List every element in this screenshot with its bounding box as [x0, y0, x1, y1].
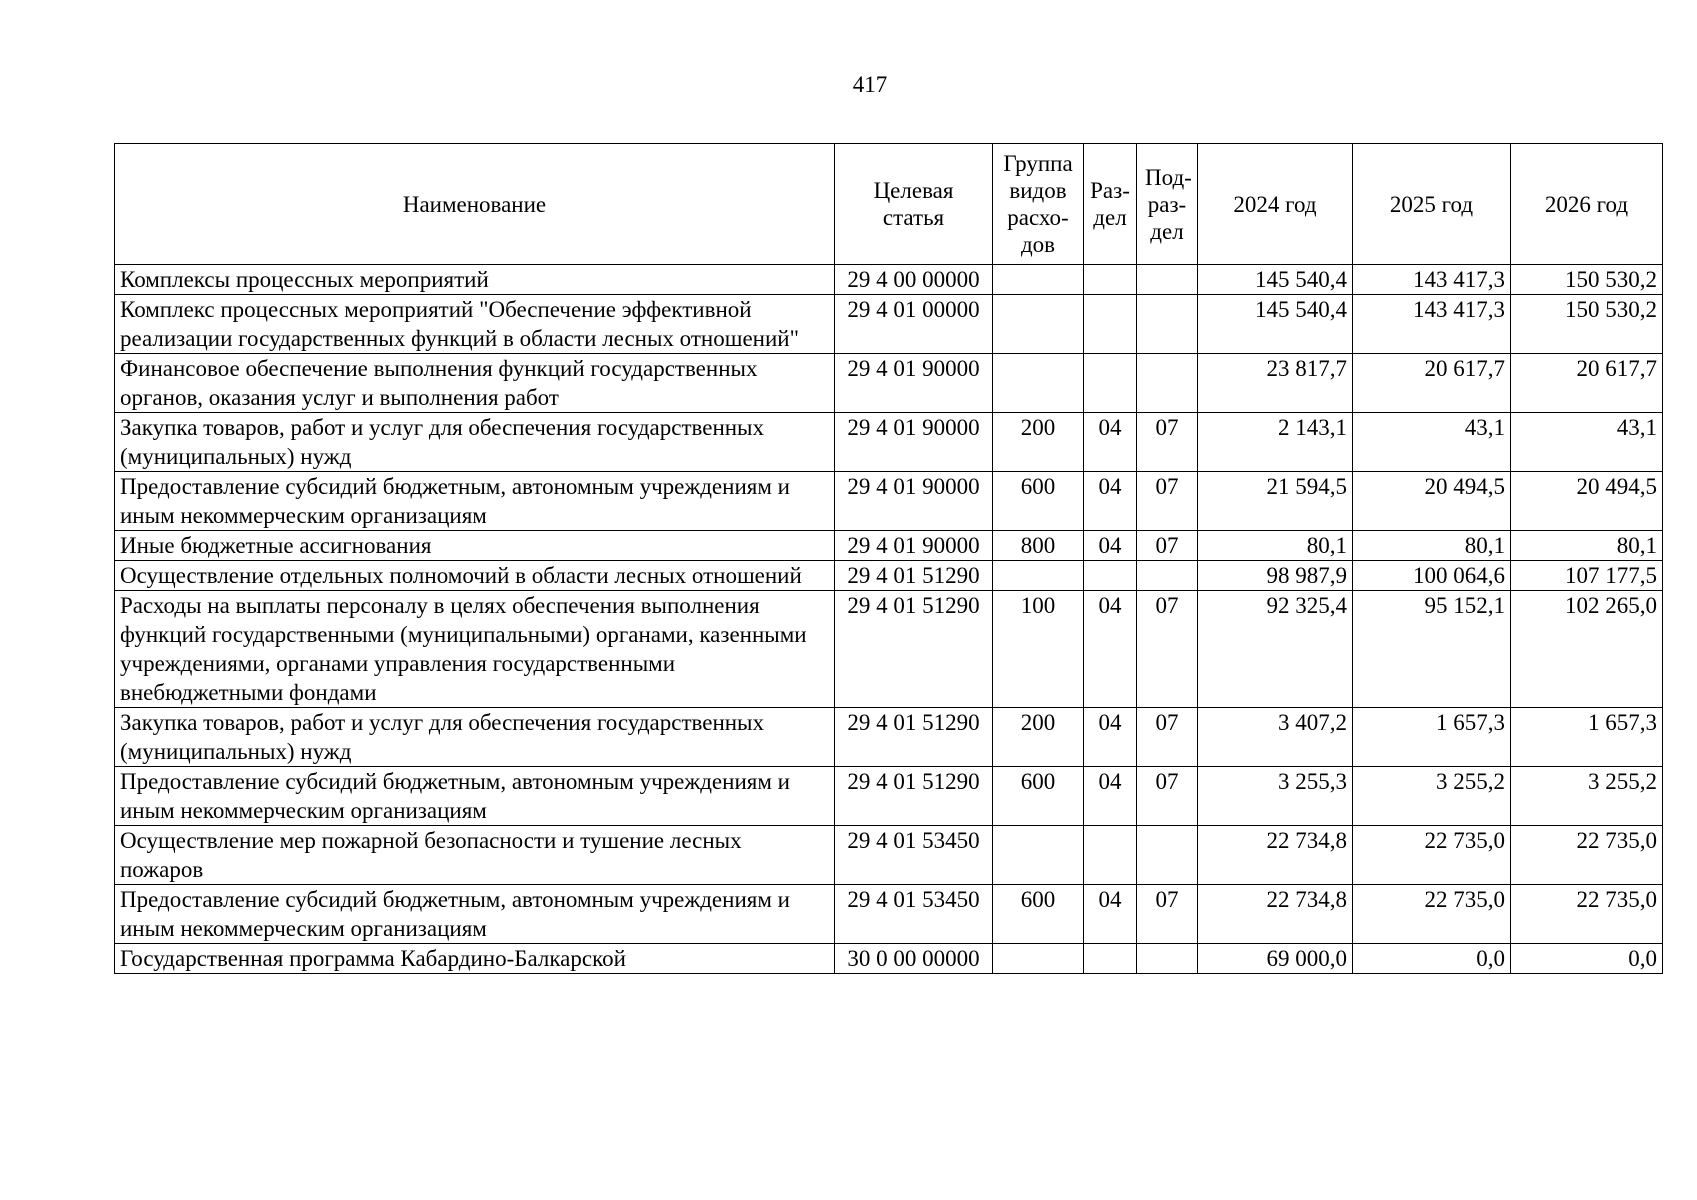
table-row: [115, 472, 1663, 531]
table-row: [115, 767, 1663, 826]
cell-subsection: [1137, 295, 1198, 354]
cell-2025: 0,0: [1353, 944, 1511, 974]
cell-section: 04: [1084, 472, 1137, 531]
cell-subsection: [1137, 826, 1198, 885]
table-row: [115, 265, 1663, 295]
cell-target-article: 29 4 01 51290: [835, 561, 993, 591]
table-row: [115, 531, 1663, 561]
cell-expense-group: [993, 944, 1084, 974]
cell-name: Государственная программа Кабардино-Балкарской: [115, 944, 835, 974]
cell-2024: 3 255,3: [1198, 767, 1353, 826]
cell-name: Комплексы процессных мероприятий: [115, 265, 835, 295]
cell-2025: 22 735,0: [1353, 885, 1511, 944]
cell-section: [1084, 265, 1137, 295]
cell-name: Предоставление субсидий бюджетным, автономным учреждениям и иным некоммерческим организациям: [115, 472, 835, 531]
cell-section: 04: [1084, 531, 1137, 561]
cell-target-article: 29 4 00 00000: [835, 265, 993, 295]
cell-section: 04: [1084, 591, 1137, 708]
cell-2024: 22 734,8: [1198, 826, 1353, 885]
cell-name: Иные бюджетные ассигнования: [115, 531, 835, 561]
table-row: [115, 561, 1663, 591]
cell-2026: 22 735,0: [1511, 826, 1663, 885]
cell-2024: 80,1: [1198, 531, 1353, 561]
cell-section: [1084, 295, 1137, 354]
cell-target-article: 29 4 01 53450: [835, 885, 993, 944]
cell-target-article: 30 0 00 00000: [835, 944, 993, 974]
cell-2024: 98 987,9: [1198, 561, 1353, 591]
header-2026: 2026 год: [1511, 144, 1663, 265]
cell-subsection: [1137, 944, 1198, 974]
cell-2024: 21 594,5: [1198, 472, 1353, 531]
cell-target-article: 29 4 01 90000: [835, 413, 993, 472]
cell-subsection: [1137, 561, 1198, 591]
cell-name: Предоставление субсидий бюджетным, автономным учреждениям и иным некоммерческим организациям: [115, 767, 835, 826]
table-row: [115, 354, 1663, 413]
cell-2026: 150 530,2: [1511, 295, 1663, 354]
cell-expense-group: 200: [993, 708, 1084, 767]
cell-2026: 150 530,2: [1511, 265, 1663, 295]
cell-expense-group: 600: [993, 472, 1084, 531]
cell-2024: 22 734,8: [1198, 885, 1353, 944]
cell-2026: 80,1: [1511, 531, 1663, 561]
cell-name: Закупка товаров, работ и услуг для обеспечения государственных (муниципальных) нужд: [115, 708, 835, 767]
cell-subsection: 07: [1137, 472, 1198, 531]
cell-2024: 3 407,2: [1198, 708, 1353, 767]
cell-2025: 80,1: [1353, 531, 1511, 561]
cell-2024: 2 143,1: [1198, 413, 1353, 472]
cell-expense-group: [993, 295, 1084, 354]
cell-target-article: 29 4 01 90000: [835, 531, 993, 561]
cell-2025: 20 494,5: [1353, 472, 1511, 531]
cell-expense-group: [993, 826, 1084, 885]
cell-2026: 20 494,5: [1511, 472, 1663, 531]
budget-table: [114, 143, 1663, 974]
cell-expense-group: [993, 354, 1084, 413]
cell-2025: 143 417,3: [1353, 295, 1511, 354]
header-expense-group: Группа видов расхо-дов: [993, 144, 1084, 265]
cell-expense-group: [993, 265, 1084, 295]
header-2024: 2024 год: [1198, 144, 1353, 265]
cell-2025: 1 657,3: [1353, 708, 1511, 767]
cell-target-article: 29 4 01 51290: [835, 591, 993, 708]
cell-2025: 43,1: [1353, 413, 1511, 472]
cell-target-article: 29 4 01 90000: [835, 354, 993, 413]
cell-2025: 22 735,0: [1353, 826, 1511, 885]
table-row: [115, 591, 1663, 708]
cell-name: Расходы на выплаты персоналу в целях обеспечения выполнения функций государственными (муниципальными) органами, казенными учреждениями, органами управления государственными внебюджетными фондами: [115, 591, 835, 708]
cell-2025: 143 417,3: [1353, 265, 1511, 295]
cell-name: Финансовое обеспечение выполнения функций государственных органов, оказания услуг и выполнения работ: [115, 354, 835, 413]
header-target-article: Целевая статья: [835, 144, 993, 265]
cell-expense-group: 800: [993, 531, 1084, 561]
cell-name: Комплекс процессных мероприятий "Обеспечение эффективной реализации государственных функций в области лесных отношений": [115, 295, 835, 354]
cell-name: Закупка товаров, работ и услуг для обеспечения государственных (муниципальных) нужд: [115, 413, 835, 472]
cell-2024: 23 817,7: [1198, 354, 1353, 413]
cell-2024: 92 325,4: [1198, 591, 1353, 708]
table-row: [115, 885, 1663, 944]
header-name: Наименование: [115, 144, 835, 265]
cell-2024: 145 540,4: [1198, 265, 1353, 295]
table-row: [115, 295, 1663, 354]
cell-2024: 69 000,0: [1198, 944, 1353, 974]
cell-subsection: 07: [1137, 708, 1198, 767]
cell-expense-group: 100: [993, 591, 1084, 708]
header-2025: 2025 год: [1353, 144, 1511, 265]
cell-section: 04: [1084, 767, 1137, 826]
cell-2026: 3 255,2: [1511, 767, 1663, 826]
cell-subsection: 07: [1137, 885, 1198, 944]
table-row: [115, 944, 1663, 974]
cell-subsection: [1137, 265, 1198, 295]
cell-expense-group: 200: [993, 413, 1084, 472]
cell-section: [1084, 944, 1137, 974]
cell-2026: 102 265,0: [1511, 591, 1663, 708]
cell-section: [1084, 561, 1137, 591]
cell-subsection: 07: [1137, 767, 1198, 826]
cell-subsection: 07: [1137, 413, 1198, 472]
cell-subsection: [1137, 354, 1198, 413]
cell-2025: 100 064,6: [1353, 561, 1511, 591]
table-row: [115, 826, 1663, 885]
cell-section: [1084, 354, 1137, 413]
cell-target-article: 29 4 01 51290: [835, 767, 993, 826]
cell-expense-group: [993, 561, 1084, 591]
cell-2026: 43,1: [1511, 413, 1663, 472]
cell-2026: 22 735,0: [1511, 885, 1663, 944]
cell-expense-group: 600: [993, 885, 1084, 944]
cell-name: Осуществление мер пожарной безопасности и тушение лесных пожаров: [115, 826, 835, 885]
cell-target-article: 29 4 01 90000: [835, 472, 993, 531]
cell-2026: 0,0: [1511, 944, 1663, 974]
cell-target-article: 29 4 01 53450: [835, 826, 993, 885]
table-body: [115, 265, 1663, 974]
header-row: [115, 144, 1663, 265]
cell-subsection: 07: [1137, 591, 1198, 708]
cell-2025: 95 152,1: [1353, 591, 1511, 708]
cell-2025: 20 617,7: [1353, 354, 1511, 413]
cell-section: 04: [1084, 885, 1137, 944]
header-subsection: Под-раз-дел: [1137, 144, 1198, 265]
cell-subsection: 07: [1137, 531, 1198, 561]
cell-section: 04: [1084, 708, 1137, 767]
table-row: [115, 708, 1663, 767]
cell-2026: 107 177,5: [1511, 561, 1663, 591]
table-row: [115, 413, 1663, 472]
cell-target-article: 29 4 01 51290: [835, 708, 993, 767]
cell-target-article: 29 4 01 00000: [835, 295, 993, 354]
cell-name: Предоставление субсидий бюджетным, автономным учреждениям и иным некоммерческим организациям: [115, 885, 835, 944]
cell-2026: 20 617,7: [1511, 354, 1663, 413]
cell-expense-group: 600: [993, 767, 1084, 826]
cell-name: Осуществление отдельных полномочий в области лесных отношений: [115, 561, 835, 591]
cell-2025: 3 255,2: [1353, 767, 1511, 826]
page-number: 417: [852, 72, 888, 97]
header-section: Раз-дел: [1084, 144, 1137, 265]
cell-section: [1084, 826, 1137, 885]
cell-2026: 1 657,3: [1511, 708, 1663, 767]
cell-section: 04: [1084, 413, 1137, 472]
cell-2024: 145 540,4: [1198, 295, 1353, 354]
